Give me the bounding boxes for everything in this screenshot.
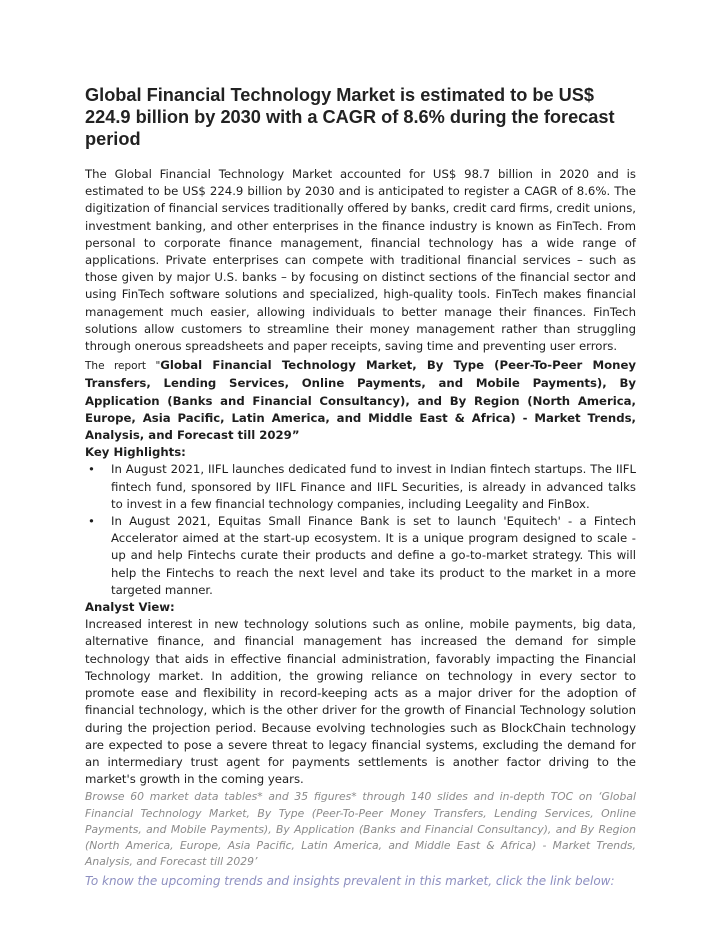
list-item-text: In August 2021, IIFL launches dedicated fund to invest in Indian fintech startups. The IIFL fintech fund, sponsored by IIFL Finance and IIFL Securities, is already in advanced talks to invest in a few financial technology companies, including Leegality and FinBox. (111, 462, 636, 511)
browse-note: Browse 60 market data tables* and 35 figures* through 140 slides and in-depth TOC on ‘Global Financial Technology Market, By Type (Peer-To-Peer Money Transfers, Lending Services, Online Payments, and Mobile Payments), By Application (Banks and Financial Consultancy), and By Region (North America, Europe, Asia Pacific, Latin America, and Middle East & Africa) - Market Trends, Analysis, and Forecast till 2029’ (85, 790, 636, 869)
document-body (85, 166, 636, 890)
cta-link-text[interactable]: To know the upcoming trends and insights prevalent in this market, click the link below: (85, 874, 615, 889)
report-close-quote: ” (291, 428, 300, 443)
page-title: Global Financial Technology Market is estimated to be US$ 224.9 billion by 2030 with a CAGR of 8.6% during the forecast period (85, 85, 615, 149)
list-item-text: In August 2021, Equitas Small Finance Bank is set to launch 'Equitech' - a Fintech Accelerator aimed at the start-up ecosystem. It is a unique program designed to scale -up and help Fintechs curate their products and define a go-to-market strategy. This will help the Fintechs to reach the next level and take its product to the market in a more targeted manner. (111, 514, 636, 597)
report-title: Global Financial Technology Market, By Type (Peer-To-Peer Money Transfers, Lending Services, Online Payments, and Mobile Payments), By Application (Banks and Financial Consultancy), and By Region (North America, Europe, Asia Pacific, Latin America, and Middle East & Africa) - Market Trends, Analysis, and Forecast till 2029 (85, 358, 636, 443)
report-lead: The report " (85, 360, 161, 373)
list-item (85, 461, 636, 513)
intro-paragraph: The Global Financial Technology Market accounted for US$ 98.7 billion in 2020 and is estimated to be US$ 224.9 billion by 2030 and is anticipated to register a CAGR of 8.6%. The digitization of financial services traditionally offered by banks, credit card firms, credit unions, investment banking, and other enterprises in the finance industry is known as FinTech. From personal to corporate finance management, financial technology has a wide range of applications. Private enterprises can compete with traditional financial services – such as those given by major U.S. banks – by focusing on distinct sections of the financial sector and using FinTech software solutions and specialized, high-quality tools. FinTech makes financial management much easier, allowing individuals to better manage their finances. FinTech solutions allow customers to streamline their money management rather than struggling through onerous spreadsheets and paper receipts, saving time and preventing user errors. (85, 167, 636, 354)
bullet-icon: • (88, 514, 95, 529)
key-highlights-heading: Key Highlights: (85, 445, 186, 460)
list-item (85, 513, 636, 599)
highlights-list (85, 461, 636, 599)
analyst-view-heading: Analyst View: (85, 600, 175, 615)
report-paragraph (85, 357, 636, 444)
document-page (85, 84, 636, 890)
bullet-icon: • (88, 462, 95, 477)
analyst-paragraph: Increased interest in new technology solutions such as online, mobile payments, big data, alternative finance, and financial management has increased the demand for simple technology that aids in effective financial administration, favorably impacting the Financial Technology market. In addition, the growing reliance on technology in every sector to promote ease and flexibility in record-keeping acts as a major driver for the adoption of financial technology, which is the other driver for the growth of Financial Technology solution during the projection period. Because evolving technologies such as BlockChain technology are expected to pose a severe threat to legacy financial systems, excluding the demand for an intermediary trust agent for payments settlements is another factor driving to the market's growth in the coming years. (85, 617, 636, 787)
